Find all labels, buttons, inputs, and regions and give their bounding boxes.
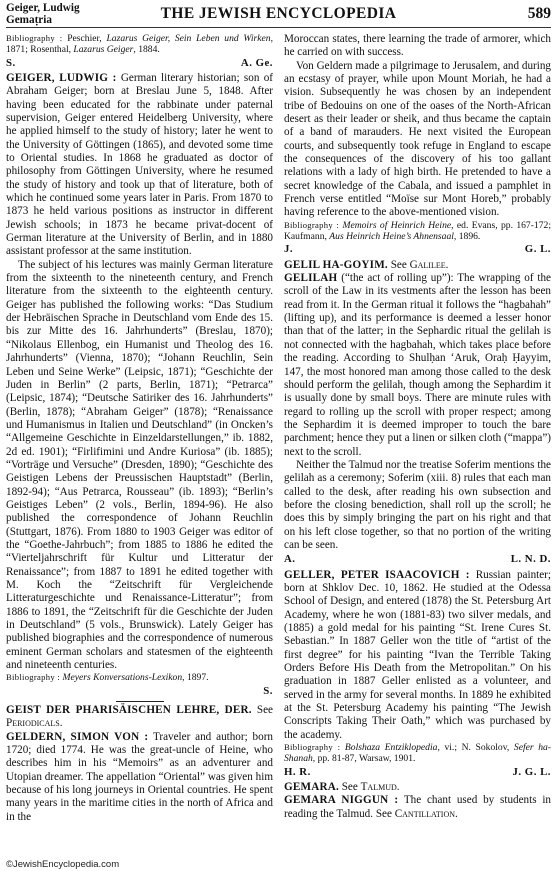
entry-body: (“the act of rolling up”): The wrapping of the scroll of the Law in its vestments after the lesson has been read from it. In the German ritual it follows the “hagbahah” (lifting up), and its performance is deemed a lesser honor than that of the latter; in the Sephardic ritual the gelilah is not connected with the hagbahah, which takes place before the reading. According to Shulḥan ‘Aruk, Oraḥ Ḥayyim, 147, the most honored man among those called to the desk should perform the gelilah, though among the Sephardim it is usually done by small boys. There are minute rules with regard to rolling up the scroll with proper respect; among the Sephardim it is deemed improper to touch the bare parchment; hence they put a linen or silken cloth (“mappa”) next to the scroll. [284, 272, 551, 458]
entry-headword: GELDERN, SIMON VON : [6, 730, 149, 743]
entry-body: See [390, 258, 410, 271]
entry-headword: GELLER, PETER ISAACOVICH : [284, 568, 470, 581]
entry-paragraph: Von Geldern made a pilgrimage to Jerusalem, and during an ecstasy of prayer, while upon Mount Moriah, he had a vision. Subsequently he was chosen by an independent tribe of Bedouins on one of the oases of the North-African desert as their leader or sheik, and thus became the captain of a band of marauders. He next visited the European courts, and subsequently took refuge in England to escape the consequences of the discovery of his too gallant relations with a lady of high birth. He pretended to have a secret knowledge of the Cabala, and issued a pamphlet in French verse entitled “Moïse sur Mont Horeb,” probably having reference to the above-mentioned vision. [284, 59, 551, 219]
entry-geller-peter [284, 569, 551, 742]
entry-gemara [284, 781, 551, 794]
header-rule [6, 27, 551, 28]
author-signature [284, 243, 551, 256]
signature-initials: S. [6, 56, 16, 69]
entry-paragraph: The subject of his lectures was mainly German literature from the sixteenth to the nineteenth century, and French literature from the sixteenth to the eighteenth century. Geiger has published the following works: “Das Studium der Hebräischen Sprache in Deutschland vom Ende des 15. bis zur Mitte des 16. Jahrhunderts” (Breslau, 1870); “Nikolaus Ellenbog, ein Humanist und Theolog des 16. Jahrhunderts” (Vienna, 1870); “Johann Reuchlin, Sein Leben und Seine Werke” (Leipsic, 1871); “Geschichte der Juden in Berlin” (2 parts, Berlin, 1871); “Petrarca” (Leipsic, 1874); “Deutsche Satiriker des 16. Jahrhunderts” (Berlin, 1878); “Abraham Geiger” (1878); “Renaissance und Humanismus in Italien und Deutschland” (in Oncken’s “Allgemeine Geschichte in Einzeldarstellungen,” ib. 1882, 2d ed. 1901); “Firlifimini und Andre Kuriosa” (ib. 1885); “Vorträge und Versuche” (Dresden, 1890); “Geschichte des Geistigen Lebens der Preussischen Hauptstadt” (Berlin, 1892-94); “Aus Petrarca, Rousseau” (ib. 1893); “Berlin’s Geistiges Leben” (2 vols., Berlin, 1894-96). He also published the correspondence of Johann Reuchlin (Stuttgart, 1876). From 1880 to 1903 Geiger was editor of the “Goethe-Jahrbuch”; from 1885 to 1886 he edited the “Vierteljahrschrift für Kultur und Litteratur der Renaissance”; from 1887 to 1891 he edited together with M. Koch the “Zeitschrift für Vergleichende Litteraturgeschichte und Renaissance-Litteratur”; from 1886 to 1891, the “Zeitschrift für die Geschichte der Juden in Deutschland” (5 vols., Brunswick). Lately Geiger has published biographies and the correspondence of numerous eminent German scholars and statesmen of the eighteenth and nineteenth centuries. [6, 258, 273, 672]
bibliography-text: , 1884. [133, 44, 160, 56]
bibliography-peschier [6, 33, 273, 56]
cross-reference-link[interactable]: Talmud. [360, 781, 400, 794]
entry-body: See [256, 704, 273, 717]
entry-gemara-niggun [284, 794, 551, 821]
bibliography-label: Bibliography : [6, 33, 63, 43]
bibliography-title: Memoirs of Heinrich Heine [342, 219, 452, 231]
bibliography-title: Meyers Konversations-Lexikon [62, 672, 183, 684]
bibliography-text: , 1871; Rosenthal, [6, 33, 273, 56]
entry-headword: GEMARA. [284, 781, 339, 794]
bibliography-text: , ed. Evans, pp. 167-172; Kaufmann, [284, 219, 551, 243]
author-signature [6, 57, 273, 70]
author-signature [6, 685, 273, 698]
bibliography-label: Bibliography : [284, 742, 341, 753]
entry-geiger-ludwig [6, 72, 273, 259]
entry-gelilah [284, 272, 551, 459]
entry-divider [116, 701, 164, 702]
bibliography-title: Sefer ha-Shanah [284, 742, 551, 765]
publication-title: THE JEWISH ENCYCLOPEDIA [160, 5, 397, 22]
running-head-line-1: Geiger, Ludwig [6, 2, 80, 14]
signature-initials: A. [284, 553, 296, 566]
bibliography-bolshaza [284, 742, 551, 765]
entry-gelil-ha-goyim [284, 259, 551, 272]
entry-headword: GELIL HA-GOYIM. [284, 258, 388, 271]
entry-body: Traveler and author; born 1720; died 1774. He was the great-uncle of Heine, who describes him in his “Memoirs” as an adventurer and Utopian dreamer. The appellation “Oriental” was given him because of his long journeys in Oriental countries. He spent many years in the maritime cities in the north of Africa and in the [6, 730, 273, 823]
copyright-credit: ©JewishEncyclopedia.com [6, 859, 120, 870]
bibliography-label: Bibliography : [284, 219, 340, 230]
signature-initials: H. R. [284, 765, 311, 778]
entry-geist [6, 704, 273, 731]
bibliography-title: Bolshaza Entziklopedia [344, 742, 438, 754]
author-signature [284, 553, 551, 566]
bibliography-label: Bibliography : [6, 672, 61, 683]
page-header [6, 2, 551, 26]
entry-body: Russian painter; born at Shklov Dec. 10, 1862. He studied at the Odessa School of Design, and entered (1878) the St. Petersburg Art Academy, where he won (1881-83) two silver medals, and (1885) a gold medal for his painting “St. Irene Cures St. Sebastian.” In 1887 Geller won the title of “artist of the first degree” for his painting “Ivan the Terrible Taking Orders Before His Death from the Metropolitan.” On his graduation in 1887 Geller enlisted as a volunteer, and served in the army for several months. In 1889 he exhibited at the St. Petersburg Academy his painting “The Jewish Conscripts Taking Their Oath,” which was purchased by the academy. [284, 568, 551, 741]
bibliography-title: Aus Heinrich Heine’s Ahnensaal [329, 231, 454, 243]
entry-paragraph: Neither the Talmud nor the treatise Soferim mentions the gelilah as a ceremony; Soferim (xiii. 8) rules that each man called to the desk, after reading his own subsection and before the closing benediction, shall roll up the scroll; he does this by simply bringing the part on his right and that on his left close together, so that no portion of the writing can be seen. [284, 458, 551, 551]
entry-headword: GEIGER, LUDWIG : [6, 71, 117, 84]
bibliography-text: , vi.; N. Sokolov, [437, 742, 514, 754]
entry-body: German literary historian; son of Abraham Geiger; born at Breslau June 5, 1848. After having been educated for the rabbinate under paternal supervision, Geiger entered Heidelberg University, where he applied himself to the study of history; later he went to the University of Göttingen (1865), and devoted some time to Oriental studies. In 1868 he graduated as doctor of philosophy from Göttingen University, where he resumed the study of history and took up that of literature, both of which he continued some years later in Paris. From 1870 to 1873 he held various positions as instructor in different Jewish schools; in 1873 he became privat-docent of German literature at the University of Berlin, and in 1880 assistant professor at the same institution. [6, 71, 273, 258]
author-signature [284, 766, 551, 779]
entry-headword: GELILAH [284, 272, 338, 285]
bibliography-meyers [6, 672, 273, 683]
signature-initials: J. [284, 243, 294, 256]
entry-geldern-simon [6, 731, 273, 824]
signature-author: G. L. [524, 243, 551, 256]
bibliography-text: , pp. 81-87, Warsaw, 1901. [312, 753, 416, 765]
entry-body: See [341, 781, 361, 794]
bibliography-text: Peschier, [67, 33, 107, 44]
bibliography-title: Lazarus Geiger [73, 44, 134, 56]
cross-reference-link[interactable]: Galilee. [409, 258, 449, 271]
bibliography-title: Lazarus Geiger, Sein Leben und Wirken [106, 33, 271, 44]
right-column [284, 33, 551, 857]
entry-body: The chant used by students in reading the Talmud. See [284, 794, 551, 820]
entry-headword: GEIST DER PHARISÄISCHEN LEHRE, DER. [6, 704, 252, 717]
bibliography-text: , 1897. [182, 672, 209, 684]
cross-reference-link[interactable]: Periodicals. [6, 717, 63, 730]
page-number: 589 [527, 5, 551, 22]
signature-author: A. Ge. [240, 56, 273, 69]
cross-reference-link[interactable]: Cantillation. [394, 807, 458, 820]
signature-initials: S. [263, 684, 273, 697]
signature-author: J. G. L. [512, 765, 551, 778]
bibliography-heine [284, 220, 551, 243]
entry-continuation: Moroccan states, there learning the trade of armorer, which he carried on with success. [284, 33, 551, 59]
bibliography-text: , 1896. [453, 231, 481, 243]
left-column [6, 33, 273, 857]
signature-author: L. N. D. [510, 553, 551, 566]
running-head-line-2: Gemaṭria [6, 13, 52, 26]
entry-headword: GEMARA NIGGUN : [284, 794, 399, 807]
